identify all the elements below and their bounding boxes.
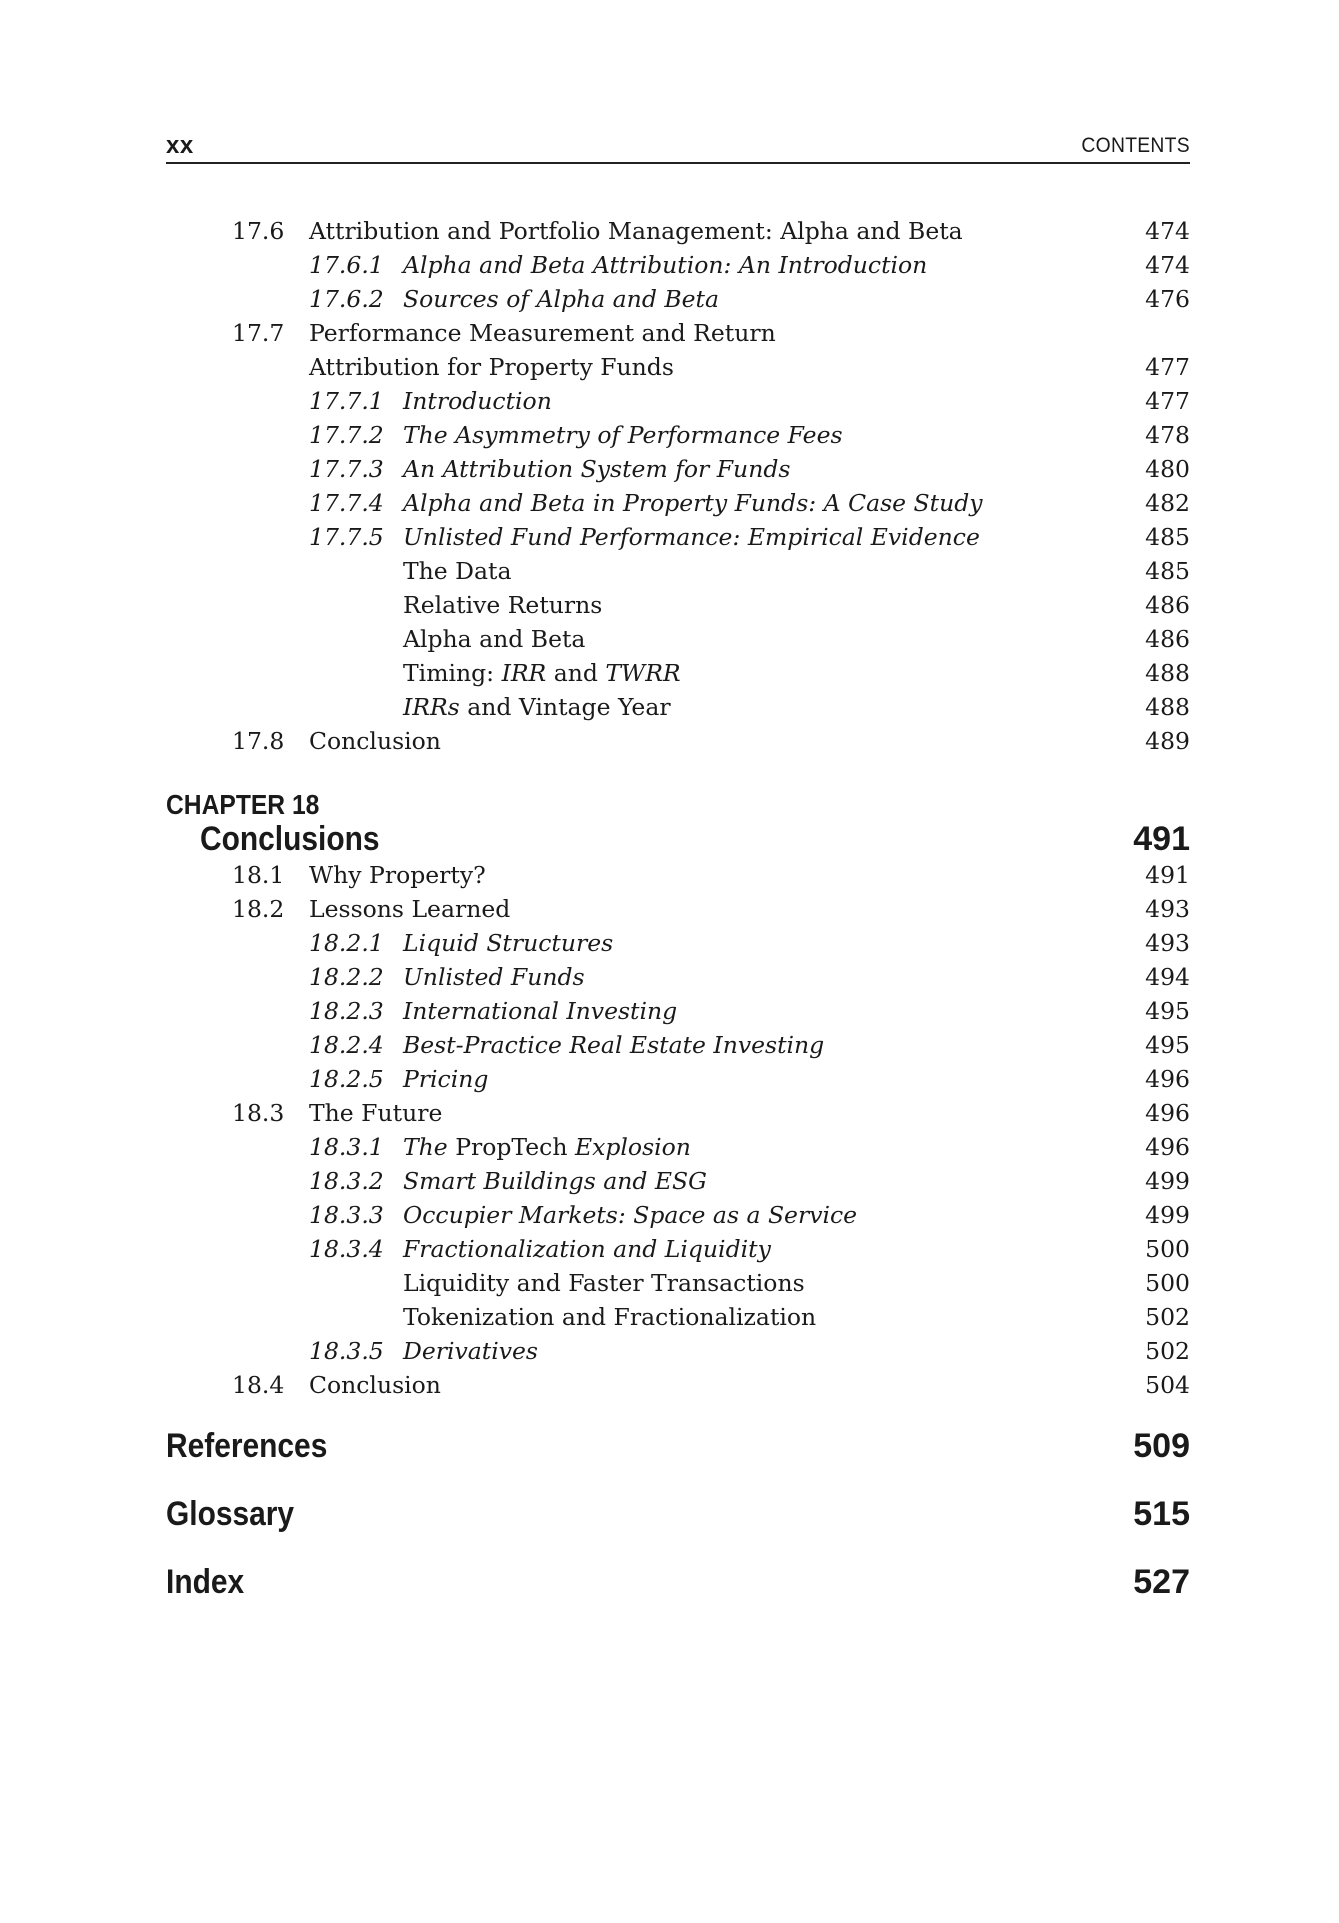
toc-entry-18-3-5[interactable]: 18.3.5 Derivatives 502 <box>309 1337 1190 1365</box>
toc-entry-17-6-2[interactable]: 17.6.2 Sources of Alpha and Beta 476 <box>309 285 1190 313</box>
toc-entry-liquidity-faster[interactable]: Liquidity and Faster Transactions 500 <box>403 1269 1190 1297</box>
toc-entry-18-2[interactable]: 18.2 Lessons Learned 493 <box>232 895 1190 923</box>
toc-entry-17-7-2[interactable]: 17.7.2 The Asymmetry of Performance Fees 478 <box>309 421 1190 449</box>
toc-entry-tokenization[interactable]: Tokenization and Fractionalization 502 <box>403 1303 1190 1331</box>
chapter-title[interactable]: Conclusions <box>200 820 380 858</box>
toc-entry-17-7-cont[interactable]: Attribution for Property Funds 477 <box>309 353 1190 381</box>
toc-entry-the-data[interactable]: The Data 485 <box>403 557 1190 585</box>
toc-entry-18-1[interactable]: 18.1 Why Property? 491 <box>232 861 1190 889</box>
toc-entry-18-4[interactable]: 18.4 Conclusion 504 <box>232 1371 1190 1399</box>
toc-entry-timing[interactable]: Timing: IRR and TWRR 488 <box>403 659 1190 687</box>
toc-entry-18-3-3[interactable]: 18.3.3 Occupier Markets: Space as a Service 499 <box>309 1201 1190 1229</box>
toc-entry-17-7-4[interactable]: 17.7.4 Alpha and Beta in Property Funds: A Case Study 482 <box>309 489 1190 517</box>
toc-references[interactable]: References <box>166 1427 328 1465</box>
toc-entry-18-2-1[interactable]: 18.2.1 Liquid Structures 493 <box>309 929 1190 957</box>
toc-entry-18-2-5[interactable]: 18.2.5 Pricing 496 <box>309 1065 1190 1093</box>
toc-entry-18-3-1[interactable]: 18.3.1 The PropTech Explosion 496 <box>309 1133 1190 1161</box>
toc-entry-18-2-4[interactable]: 18.2.4 Best-Practice Real Estate Investing 495 <box>309 1031 1190 1059</box>
toc-entry-18-3[interactable]: 18.3 The Future 496 <box>232 1099 1190 1127</box>
running-title: CONTENTS <box>1081 134 1190 157</box>
toc-entry-17-6[interactable]: 17.6 Attribution and Portfolio Management: Alpha and Beta 474 <box>232 217 1190 245</box>
toc-entry-irrs-vintage[interactable]: IRRs and Vintage Year 488 <box>403 693 1190 721</box>
toc-entry-17-7-1[interactable]: 17.7.1 Introduction 477 <box>309 387 1190 415</box>
toc-glossary[interactable]: Glossary <box>166 1495 295 1533</box>
glossary-page: 515 <box>1133 1495 1190 1533</box>
toc-entry-17-7[interactable]: 17.7 Performance Measurement and Return <box>232 319 776 347</box>
toc-entry-18-2-3[interactable]: 18.2.3 International Investing 495 <box>309 997 1190 1025</box>
toc-entry-relative-returns[interactable]: Relative Returns 486 <box>403 591 1190 619</box>
chapter-page: 491 <box>1133 820 1190 858</box>
page-folio: xx <box>166 132 194 159</box>
toc-index[interactable]: Index <box>166 1563 245 1601</box>
toc-entry-18-3-4[interactable]: 18.3.4 Fractionalization and Liquidity 500 <box>309 1235 1190 1263</box>
toc-entry-18-2-2[interactable]: 18.2.2 Unlisted Funds 494 <box>309 963 1190 991</box>
toc-entry-17-6-1[interactable]: 17.6.1 Alpha and Beta Attribution: An Introduction 474 <box>309 251 1190 279</box>
toc-entry-17-7-3[interactable]: 17.7.3 An Attribution System for Funds 480 <box>309 455 1190 483</box>
toc-entry-17-7-5[interactable]: 17.7.5 Unlisted Fund Performance: Empirical Evidence 485 <box>309 523 1190 551</box>
index-page: 527 <box>1133 1563 1190 1601</box>
references-page: 509 <box>1133 1427 1190 1465</box>
toc-entry-alpha-and-beta[interactable]: Alpha and Beta 486 <box>403 625 1190 653</box>
toc-entry-18-3-2[interactable]: 18.3.2 Smart Buildings and ESG 499 <box>309 1167 1190 1195</box>
chapter-label: CHAPTER 18 <box>166 789 320 820</box>
toc-entry-17-8[interactable]: 17.8 Conclusion 489 <box>232 727 1190 755</box>
running-header <box>166 128 1190 164</box>
